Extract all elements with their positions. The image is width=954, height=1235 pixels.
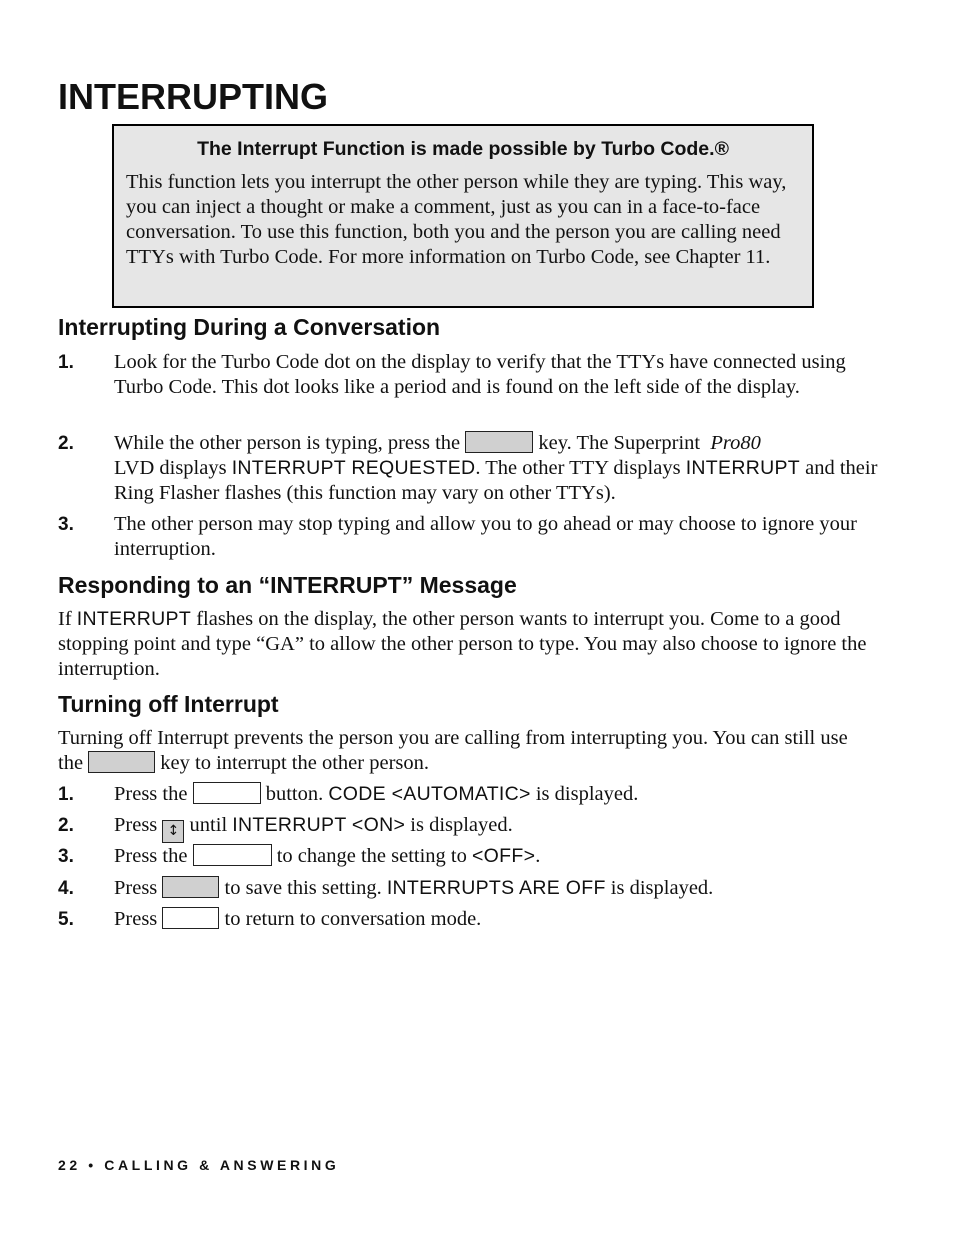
text: Press — [114, 814, 158, 836]
step-number: 5. — [58, 909, 74, 930]
text: is displayed. — [535, 783, 639, 805]
text: If — [58, 608, 72, 630]
interrupt-key-icon — [88, 751, 155, 773]
step-number: 1. — [58, 784, 74, 805]
text: key. The Superprint — [538, 432, 701, 454]
text: While the other person is typing, press the — [114, 432, 461, 454]
step-item — [58, 431, 878, 506]
step-number: 1. — [58, 352, 74, 373]
text: Press the — [114, 845, 188, 867]
text: . The other TTY displays — [475, 457, 681, 479]
section-heading-interrupting: Interrupting During a Conversation — [58, 314, 441, 340]
function-key-icon — [193, 844, 272, 866]
step-item — [58, 813, 878, 843]
function-key-icon — [162, 907, 219, 929]
save-key-icon — [162, 876, 219, 898]
text: flashes on the display, the other person wants to interrupt you. Come to a good stopping point and type “GA” to allow the other person to type. You may also choose to ignore the interruption. — [58, 608, 867, 680]
text: Press the — [114, 783, 188, 805]
text: key to interrupt the other person. — [160, 752, 429, 774]
paragraph — [58, 726, 873, 776]
lcd-text: INTERRUPT — [76, 608, 192, 630]
lcd-text: INTERRUPT — [685, 457, 800, 479]
note-body: This function lets you interrupt the other person while they are typing. This way, you can inject a thought or make a comment, just as you can in a face-to-face conversation. To use this function, both you and the person you are calling need TTYs with Turbo Code. For more information on Turbo Code, see Chapter 11. — [126, 171, 787, 268]
step-item — [58, 512, 878, 562]
lcd-text: CODE <AUTOMATIC> — [328, 783, 531, 805]
page-footer: 22 • CALLING & ANSWERING — [58, 1157, 340, 1173]
interrupt-key-icon — [465, 431, 533, 453]
text: . — [535, 845, 541, 867]
text: is displayed. — [610, 877, 714, 899]
model-name: Pro80 — [710, 432, 761, 454]
step-number: 4. — [58, 878, 74, 899]
text: Press — [114, 908, 158, 930]
up-down-arrow-key-icon: ↕ — [162, 820, 184, 843]
lcd-text: <OFF> — [471, 845, 536, 867]
note-title: The Interrupt Function is made possible by Turbo Code.® — [197, 138, 729, 160]
function-key-icon — [193, 782, 261, 804]
text: to save this setting. — [224, 877, 382, 899]
text: Turning off Interrupt prevents the person you are calling from interrupting you. You can still use the — [58, 727, 848, 774]
note-box — [112, 124, 814, 308]
lcd-text: INTERRUPT <ON> — [232, 814, 406, 836]
step-item — [58, 876, 878, 901]
paragraph — [58, 607, 873, 682]
text: to return to conversation mode. — [224, 908, 482, 930]
text: to change the setting to — [276, 845, 467, 867]
step-item — [58, 844, 878, 869]
section-heading-turning-off: Turning off Interrupt — [58, 691, 279, 717]
text: and their Ring Flasher flashes (this function may vary on other TTYs). — [114, 457, 878, 504]
lcd-text: INTERRUPTS ARE OFF — [386, 877, 606, 899]
step-item — [58, 782, 878, 807]
section-heading-responding: Responding to an “INTERRUPT” Message — [58, 572, 517, 598]
step-number: 3. — [58, 846, 74, 867]
step-item — [58, 350, 878, 400]
step-text: Look for the Turbo Code dot on the display to verify that the TTYs have connected using Turbo Code. This dot looks like a period and is found on the left side of the display. — [114, 351, 846, 398]
step-item — [58, 907, 878, 932]
step-text — [114, 431, 878, 506]
text: LVD displays — [114, 457, 227, 479]
step-number: 3. — [58, 514, 74, 535]
text: until — [189, 814, 228, 836]
text: is displayed. — [410, 814, 513, 836]
step-number: 2. — [58, 815, 74, 836]
lcd-text: INTERRUPT REQUESTED — [231, 457, 476, 479]
step-number: 2. — [58, 433, 74, 454]
step-text: The other person may stop typing and allow you to go ahead or may choose to ignore your interruption. — [114, 513, 857, 560]
text: button. — [265, 783, 324, 805]
text: Press — [114, 877, 158, 899]
page-title: INTERRUPTING — [58, 76, 328, 117]
